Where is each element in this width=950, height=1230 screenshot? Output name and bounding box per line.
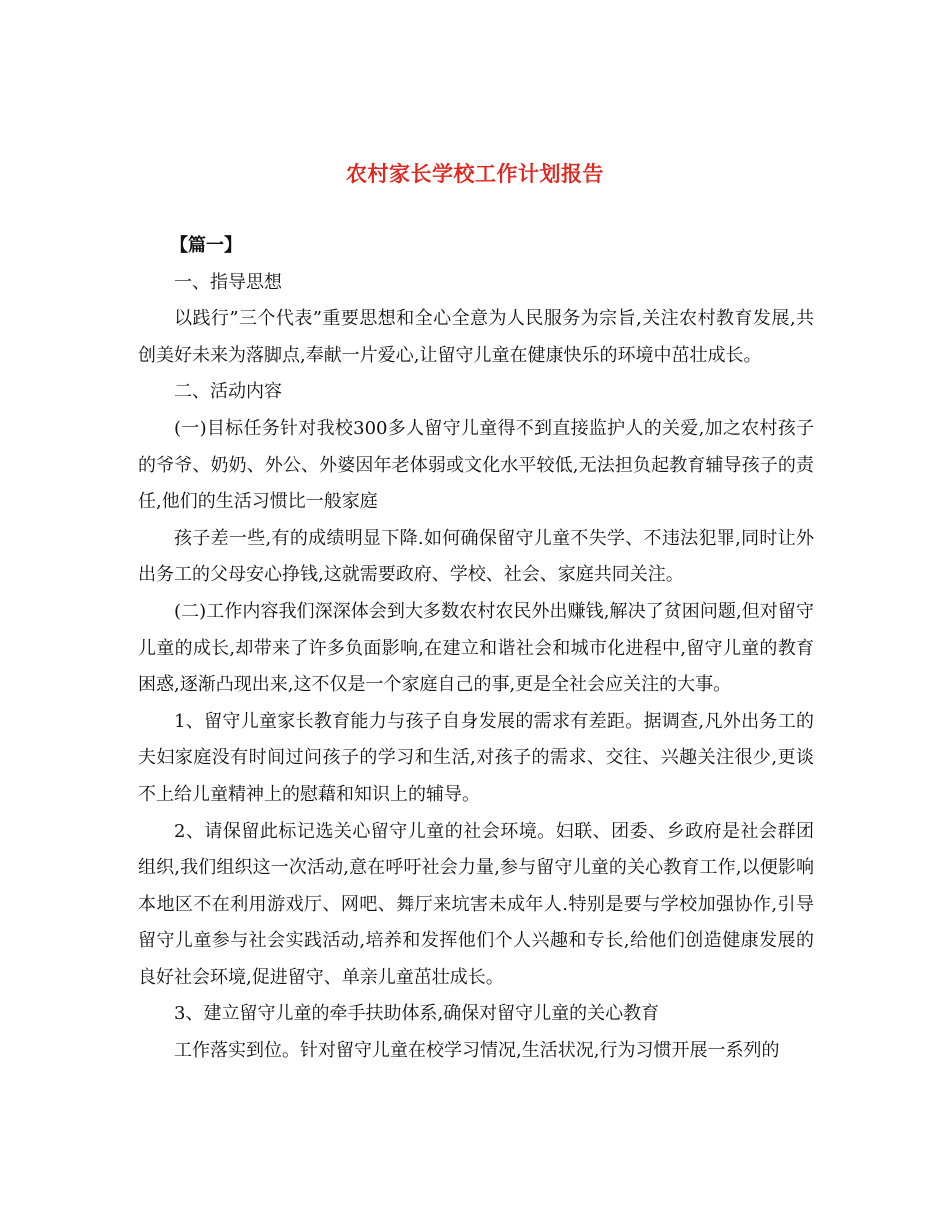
paragraph-target-task: (一)目标任务针对我校300多人留守儿童得不到直接监护人的关爱,加之农村孩子的爷爷、奶奶、外公、外婆因年老体弱或文化水平较低,无法担负起教育辅导孩子的责任,他们的生活习惯比一般家庭 — [138, 417, 814, 513]
document-title: 农村家长学校工作计划报告 — [346, 161, 604, 187]
paragraph-item-1: 1、留守儿童家长教育能力与孩子自身发展的需求有差距。据调查,凡外出务工的夫妇家庭没有时间过问孩子的学习和生活,对孩子的需求、交往、兴趣关注很少,更谈不上给儿童精神上的慰藉和知识上的辅导。 — [138, 710, 814, 805]
paragraph-work-content: (二)工作内容我们深深体会到大多数农村农民外出赚钱,解决了贫困问题,但对留守儿童的成长,却带来了许多负面影响,在建立和谐社会和城市化进程中,留守儿童的教育困惑,逐渐凸现出来,这不仅是一个家庭自己的事,更是全社会应关注的大事。 — [138, 600, 814, 696]
heading-activity-content: 二、活动内容 — [174, 381, 282, 403]
section-heading-part-one: 【篇一】 — [170, 235, 242, 256]
paragraph-target-task-continued: 孩子差一些,有的成绩明显下降.如何确保留守儿童不失学、不违法犯罪,同时让外出务工的父母安心挣钱,这就需要政府、学校、社会、家庭共同关注。 — [138, 527, 814, 586]
paragraph-guiding-ideology: 以践行”三个代表”重要思想和全心全意为人民服务为宗旨,关注农村教育发展,共创美好未来为落脚点,奉献一片爱心,让留守儿童在健康快乐的环境中茁壮成长。 — [138, 308, 814, 366]
paragraph-item-2: 2、请保留此标记选关心留守儿童的社会环境。妇联、团委、乡政府是社会群团组织,我们组织这一次活动,意在呼吁社会力量,参与留守儿童的关心教育工作,以便影响本地区不在利用游戏厅、网吧、舞厅来坑害未成年人.特别是要与学校加强协作,引导留守儿童参与社会实践活动,培养和发挥他们个人兴趣和专长,给他们创造健康发展的良好社会环境,促进留守、单亲儿童茁壮成长。 — [138, 820, 814, 988]
heading-guiding-ideology: 一、指导思想 — [174, 271, 282, 293]
paragraph-item-3-continued: 工作落实到位。针对留守儿童在校学习情况,生活状况,行为习惯开展一系列的 — [174, 1040, 780, 1062]
document-body — [138, 228, 814, 1070]
paragraph-item-3: 3、建立留守儿童的牵手扶助体系,确保对留守儿童的关心教育 — [174, 1003, 660, 1025]
